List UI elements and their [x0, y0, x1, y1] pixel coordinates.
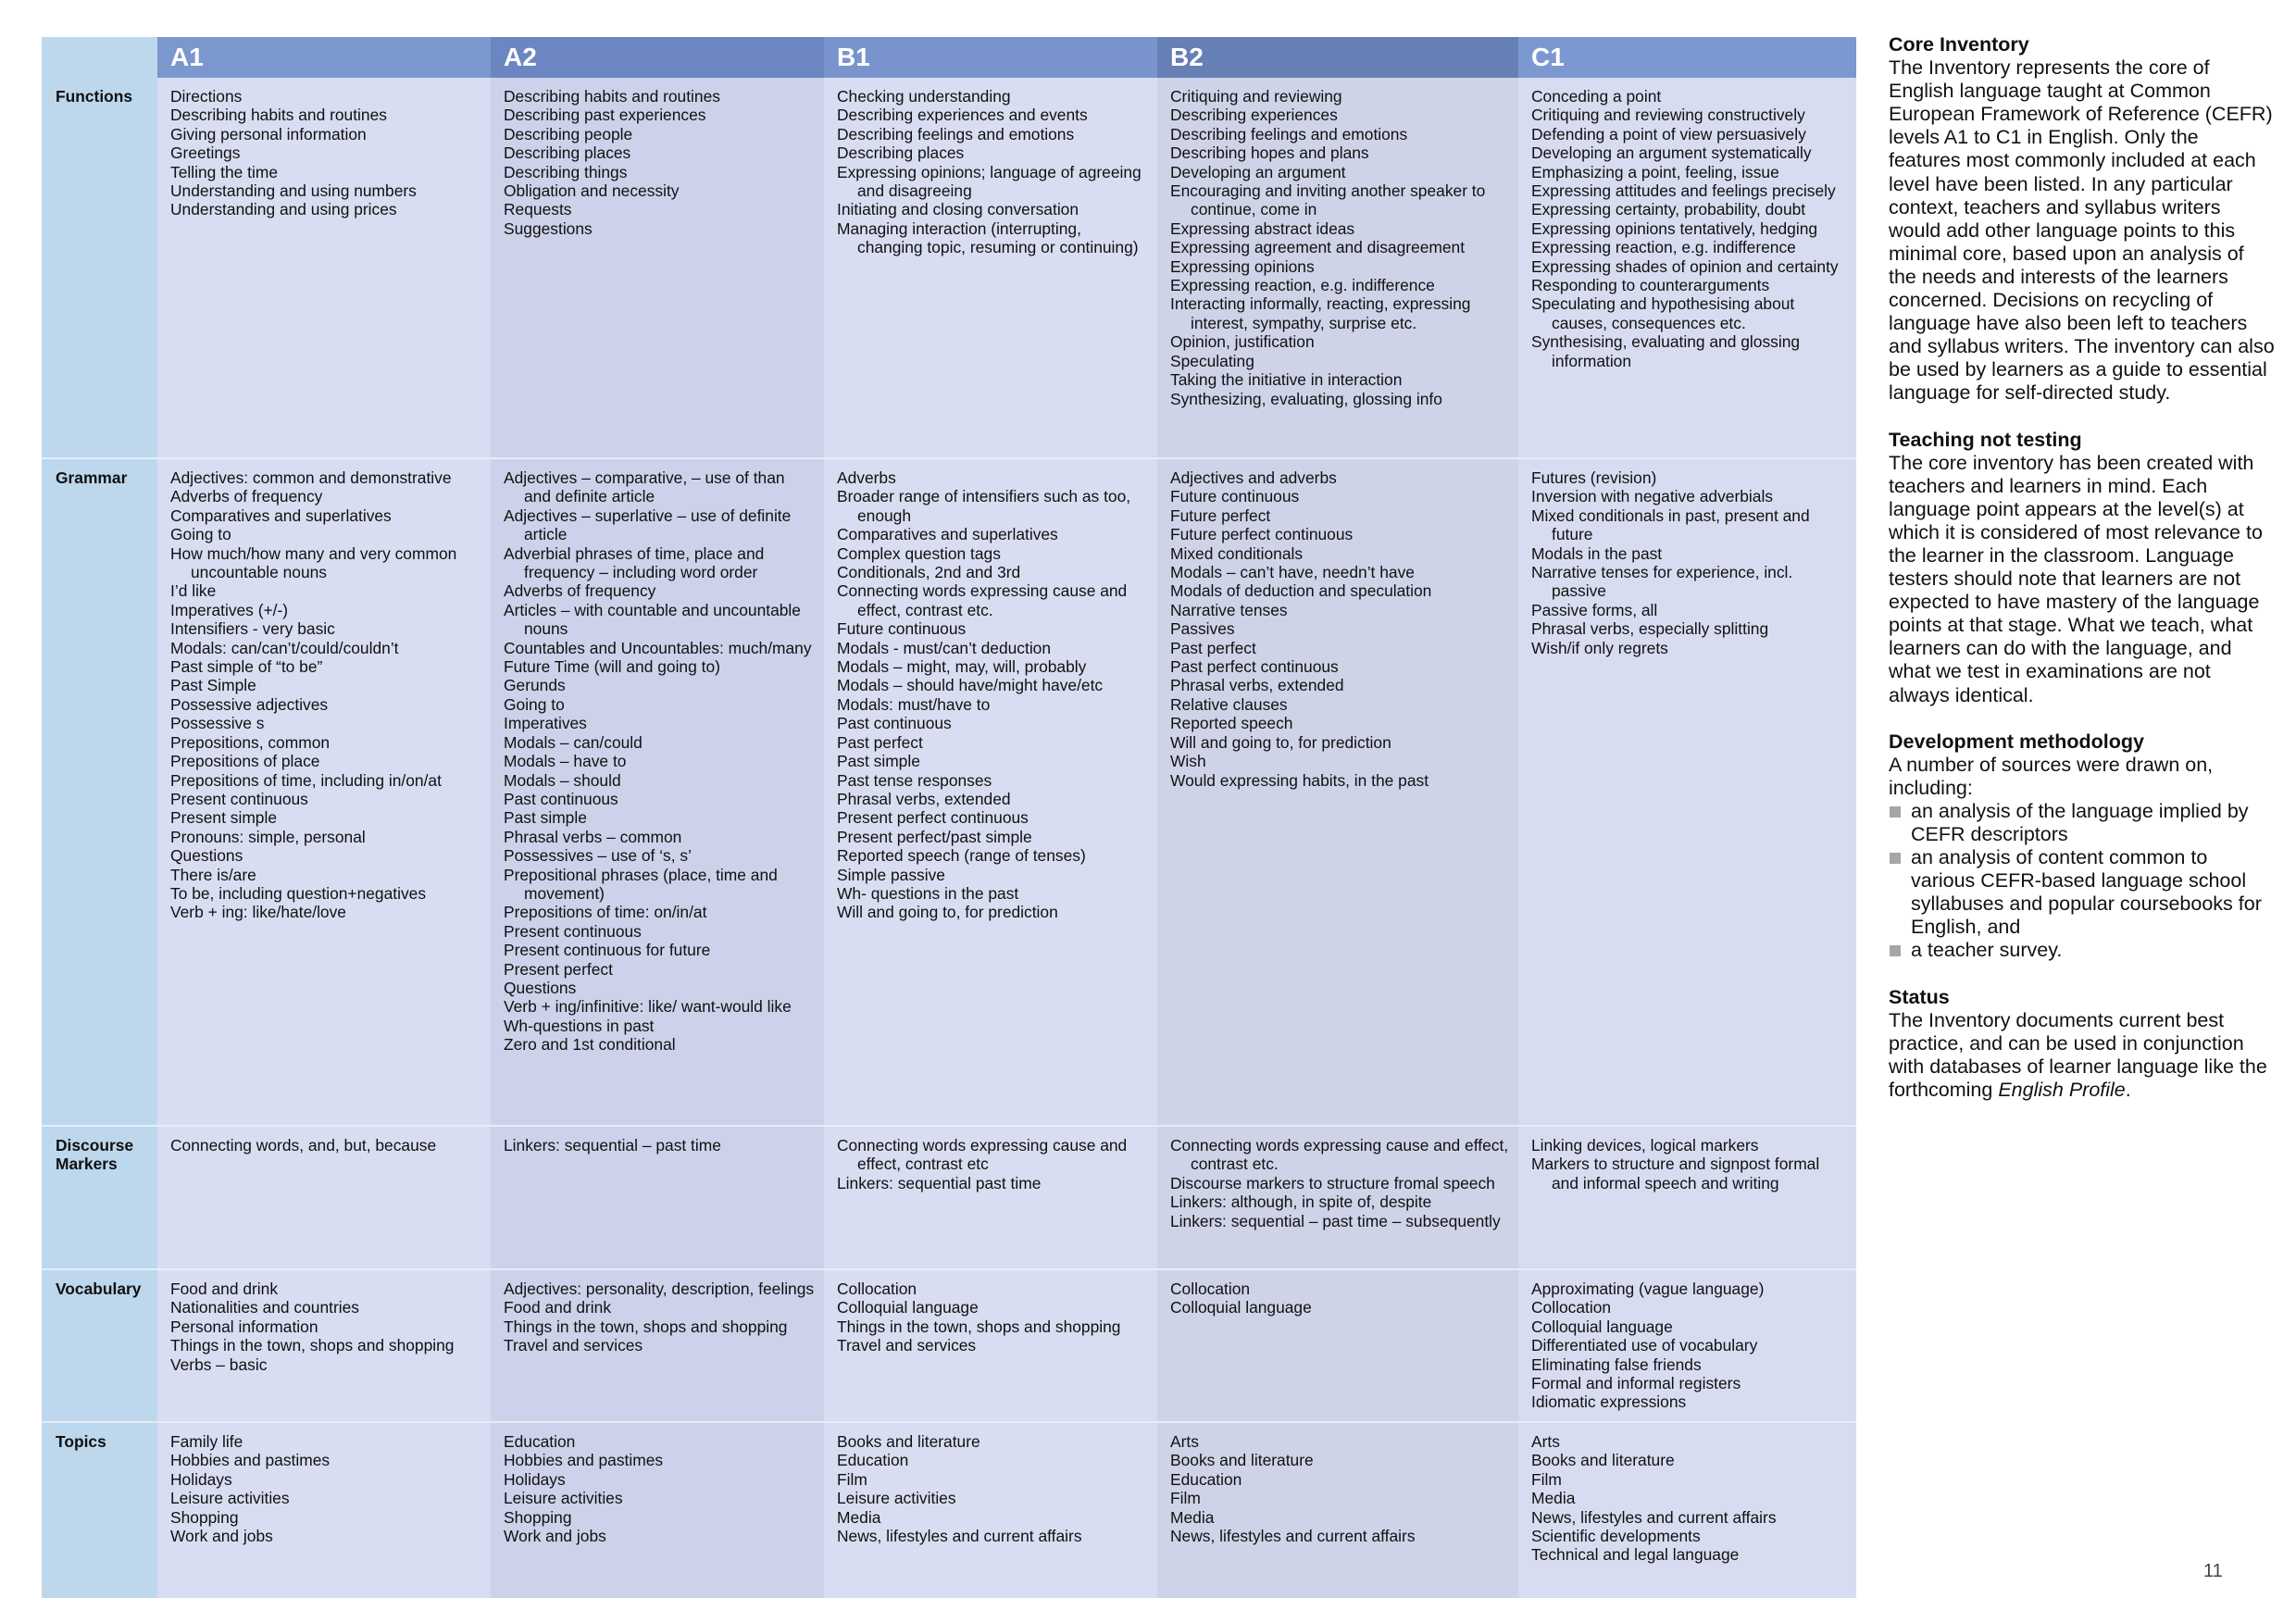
list-item: Passives — [1170, 619, 1235, 639]
list-item: Giving personal information — [170, 124, 367, 144]
list-item: Possessives – use of ‘s, s’ — [504, 846, 692, 866]
cell-grammar-b2 — [1157, 457, 1518, 1125]
text-status: The Inventory documents current best practice, and can be used in conjunction with databases of learner language like the forthcoming English Profile. — [1889, 1008, 2267, 1101]
list-item: Describing past experiences — [504, 106, 706, 125]
list-item: Present simple — [170, 808, 278, 828]
list-item: Expressing reaction, e.g. indifference — [1170, 276, 1435, 295]
list-item: Things in the town, shops and shopping — [170, 1336, 455, 1355]
list-item: Prepositions of place — [170, 752, 320, 771]
list-item: Film — [1170, 1489, 1201, 1508]
list-item: Countables and Uncountables: much/many — [504, 638, 812, 657]
list-item: Work and jobs — [170, 1527, 273, 1546]
list-item: Mixed conditionals in past, present and future — [1531, 506, 1810, 544]
list-item: Conceding a point — [1531, 87, 1662, 106]
list-item: Passive forms, all — [1531, 600, 1658, 619]
list-item: Phrasal verbs, extended — [837, 789, 1011, 808]
cell-functions-b2 — [1157, 78, 1518, 457]
page-number: 11 — [2203, 1561, 2223, 1581]
list-item: Intensifiers - very basic — [170, 619, 335, 639]
list-item: Adjectives: common and demonstrative — [170, 468, 452, 487]
cell-grammar-c1 — [1518, 457, 1856, 1125]
list-item: There is/are — [170, 865, 256, 884]
cell-discourse-b1 — [824, 1125, 1157, 1268]
list-item: Going to — [504, 694, 565, 714]
list-item: Expressing reaction, e.g. indifference — [1531, 238, 1796, 257]
list-item: Expressing attitudes and feelings precisely — [1531, 181, 1836, 201]
list-item: Emphasizing a point, feeling, issue — [1531, 162, 1779, 181]
list-item: Wh-questions in past — [504, 1016, 655, 1035]
list-item: Holidays — [170, 1469, 232, 1489]
row-label-grammar: Grammar — [42, 457, 157, 1125]
list-item: Directions — [170, 87, 243, 106]
list-item: Describing things — [504, 162, 628, 181]
list-item: Film — [837, 1469, 867, 1489]
list-item: Expressing certainty, probability, doubt — [1531, 200, 1806, 219]
list-item: Wish/if only regrets — [1531, 638, 1668, 657]
list-item: Past perfect — [1170, 638, 1256, 657]
list-item: Understanding and using numbers — [170, 181, 417, 201]
cell-discourse-b2 — [1157, 1125, 1518, 1268]
section-development-methodology — [1889, 730, 2276, 963]
list-item: Describing experiences and events — [837, 106, 1088, 125]
list-item: Describing feelings and emotions — [1170, 124, 1408, 144]
list-item: Expressing abstract ideas — [1170, 218, 1355, 238]
list-item: Developing an argument — [1170, 162, 1346, 181]
list-item: Expressing opinions tentatively, hedging — [1531, 218, 1818, 238]
list-item: Food and drink — [170, 1280, 279, 1298]
list-item: Education — [504, 1432, 576, 1451]
list-item: Will and going to, for prediction — [837, 903, 1058, 922]
list-item: Media — [1531, 1489, 1576, 1508]
list-item: Personal information — [170, 1317, 318, 1336]
list-item: Prepositions of time: on/in/at — [504, 903, 707, 922]
cell-grammar-a1 — [157, 457, 491, 1125]
list-item: Future continuous — [837, 619, 967, 639]
list-item: Describing places — [837, 144, 965, 163]
list-item: Books and literature — [1170, 1451, 1314, 1470]
list-item: I’d like — [170, 581, 217, 601]
list-item: Wish — [1170, 752, 1206, 771]
list-item: Pronouns: simple, personal — [170, 827, 366, 846]
list-item: Possessive adjectives — [170, 694, 329, 714]
text-teaching-not-testing: The core inventory has been created with teachers and learners in mind. Each language point appears at the level(s) at which it is considered of most relevance to the learner in the classroom. Language testers should note that learners are not expected to have mastery of the language points at that stage. What we teach, what learners can do with the language, and what we test in examinations are not always identical. — [1889, 451, 2263, 706]
cell-topics-a1 — [157, 1421, 491, 1598]
list-item: Adverbial phrases of time, place and frequency – including word order — [504, 543, 765, 582]
core-inventory-table — [42, 37, 1856, 1598]
text-core-inventory: The Inventory represents the core of English language taught at Common European Framework of Reference (CEFR) levels A1 to C1 in English. Only the features most commonly included at each level have been listed. In any particular context, teachers and syllabus writers would add other language points to this minimal core, based upon an analysis of the needs and interests of the learners concerned. Decisions on recycling of language have also been left to teachers and syllabus writers. The inventory can also be used by learners as a guide to essential language for self-directed study. — [1889, 56, 2275, 405]
cell-discourse-a1 — [157, 1125, 491, 1268]
list-item: Colloquial language — [837, 1298, 979, 1317]
row-label-discourse-markers: Discourse Markers — [42, 1125, 157, 1268]
heading-core-inventory: Core Inventory — [1889, 33, 2029, 56]
list-item: Shopping — [170, 1507, 239, 1527]
list-item: Colloquial language — [1531, 1317, 1673, 1336]
list-item: Past simple of “to be” — [170, 657, 323, 677]
list-item: Comparatives and superlatives — [170, 506, 392, 525]
list-item: Possessive s — [170, 714, 265, 733]
list-item: Markers to structure and signpost formal and informal speech and writing — [1531, 1155, 1820, 1192]
row-label-topics: Topics — [42, 1421, 157, 1598]
list-item: Linkers: sequential – past time — [504, 1136, 721, 1155]
list-item: Family life — [170, 1432, 243, 1451]
list-item: Responding to counterarguments — [1531, 276, 1770, 295]
section-status — [1889, 986, 2276, 1102]
list-item: Reported speech (range of tenses) — [837, 846, 1086, 866]
square-bullet-icon — [1890, 853, 1901, 864]
list-item: Modals - must/can’t deduction — [837, 638, 1052, 657]
list-item: Adverbs of frequency — [170, 487, 323, 506]
list-item: Film — [1531, 1469, 1562, 1489]
list-item: Linkers: although, in spite of, despite — [1170, 1192, 1432, 1212]
list-item: Describing people — [504, 124, 633, 144]
list-item: Phrasal verbs, especially splitting — [1531, 619, 1769, 639]
list-item: Modals in the past — [1531, 543, 1663, 563]
level-header-a1: A1 — [157, 37, 491, 78]
cell-vocabulary-a2 — [491, 1268, 824, 1421]
list-item: Reported speech — [1170, 714, 1293, 733]
list-item: Linkers: sequential – past time – subsequently — [1170, 1211, 1501, 1230]
sidebar-notes — [1889, 33, 2276, 1125]
list-item: Past Simple — [170, 676, 256, 695]
list-item: Collocation — [837, 1280, 917, 1298]
list-item: Adjectives: personality, description, feelings — [504, 1280, 815, 1298]
list-item: News, lifestyles and current affairs — [1170, 1527, 1416, 1546]
list-item: Present continuous — [504, 921, 642, 941]
list-item: Describing hopes and plans — [1170, 144, 1369, 163]
list-item: Travel and services — [837, 1336, 977, 1355]
list-item: Differentiated use of vocabulary — [1531, 1336, 1758, 1355]
list-item: Interacting informally, reacting, expressing interest, sympathy, surprise etc. — [1170, 294, 1471, 332]
list-item: Opinion, justification — [1170, 332, 1315, 352]
list-item: Leisure activities — [504, 1489, 623, 1508]
list-item: Future perfect continuous — [1170, 525, 1354, 544]
list-item: Developing an argument systematically — [1531, 144, 1812, 163]
list-item: Leisure activities — [170, 1489, 290, 1508]
list-item: Collocation — [1170, 1280, 1251, 1298]
cell-discourse-a2 — [491, 1125, 824, 1268]
list-item: News, lifestyles and current affairs — [837, 1527, 1082, 1546]
list-item: Inversion with negative adverbials — [1531, 487, 1774, 506]
methodology-list — [1889, 800, 2276, 963]
list-item: Present continuous for future — [504, 941, 711, 960]
list-item: Simple passive — [837, 865, 945, 884]
list-item: Describing habits and routines — [504, 87, 720, 106]
list-item: Phrasal verbs – common — [504, 827, 682, 846]
list-item: Imperatives — [504, 714, 587, 733]
list-item: Holidays — [504, 1469, 566, 1489]
list-item: Modals of deduction and speculation — [1170, 581, 1432, 601]
list-item: Things in the town, shops and shopping — [837, 1317, 1121, 1336]
level-header-a2: A2 — [491, 37, 824, 78]
list-item: Hobbies and pastimes — [504, 1451, 664, 1470]
list-item: Expressing opinions — [1170, 256, 1315, 276]
list-item: To be, including question+negatives — [170, 883, 427, 903]
list-item: How much/how many and very common uncountable nouns — [170, 543, 457, 582]
list-item: Connecting words expressing cause and effect, contrast etc. — [1170, 1136, 1509, 1174]
list-item: Gerunds — [504, 676, 566, 695]
list-item: Nationalities and countries — [170, 1298, 359, 1317]
list-item: Adjectives – comparative, – use of than and definite article — [504, 468, 785, 506]
list-item: Questions — [504, 978, 577, 997]
heading-development-methodology: Development methodology — [1889, 730, 2144, 753]
level-header-c1: C1 — [1518, 37, 1856, 78]
list-item: Expressing opinions; language of agreeing and disagreeing — [837, 162, 1142, 201]
list-item: Past continuous — [504, 789, 618, 808]
list-item: Scientific developments — [1531, 1527, 1701, 1546]
list-item: Past simple — [837, 752, 920, 771]
list-item: Describing feelings and emotions — [837, 124, 1075, 144]
cell-vocabulary-b2 — [1157, 1268, 1518, 1421]
list-item: Wh- questions in the past — [837, 883, 1019, 903]
list-item: Collocation — [1531, 1298, 1612, 1317]
list-item: Modals – might, may, will, probably — [837, 657, 1087, 677]
list-item: Critiquing and reviewing — [1170, 87, 1342, 106]
list-item: Work and jobs — [504, 1527, 606, 1546]
cell-topics-c1 — [1518, 1421, 1856, 1598]
list-item: Relative clauses — [1170, 694, 1288, 714]
list-item: Education — [837, 1451, 909, 1470]
list-item: Speculating and hypothesising about causes, consequences etc. — [1531, 294, 1795, 332]
row-label-vocabulary: Vocabulary — [42, 1268, 157, 1421]
cell-functions-c1 — [1518, 78, 1856, 457]
list-item: Conditionals, 2nd and 3rd — [837, 563, 1021, 582]
list-item: Modals – should have/might have/etc — [837, 676, 1104, 695]
list-item: Greetings — [170, 144, 241, 163]
list-item: Past tense responses — [837, 770, 992, 790]
cell-grammar-a2 — [491, 457, 824, 1125]
list-item: Past continuous — [837, 714, 952, 733]
list-item: Future perfect — [1170, 506, 1271, 525]
list-item: Connecting words expressing cause and effect, contrast etc — [837, 1136, 1128, 1174]
list-item: Zero and 1st conditional — [504, 1035, 676, 1055]
list-item: Present continuous — [170, 789, 308, 808]
list-item: Complex question tags — [837, 543, 1001, 563]
list-item: Things in the town, shops and shopping — [504, 1317, 788, 1336]
list-item: Linking devices, logical markers — [1531, 1136, 1759, 1155]
cell-discourse-c1 — [1518, 1125, 1856, 1268]
list-item: Prepositions of time, including in/on/at — [170, 770, 442, 790]
list-item: Articles – with countable and uncountable nouns — [504, 600, 801, 639]
list-item: Idiomatic expressions — [1531, 1392, 1687, 1412]
list-item: an analysis of the language implied by CEFR descriptors — [1889, 800, 2276, 846]
list-item: Imperatives (+/-) — [170, 600, 289, 619]
square-bullet-icon — [1890, 806, 1901, 818]
cell-grammar-b1 — [824, 457, 1157, 1125]
list-item: Past simple — [504, 808, 587, 828]
list-item: Linkers: sequential past time — [837, 1173, 1042, 1192]
english-profile-title: English Profile — [1998, 1078, 2126, 1101]
list-item: Going to — [170, 525, 231, 544]
list-item: Past perfect continuous — [1170, 657, 1339, 677]
list-item: Food and drink — [504, 1298, 612, 1317]
cell-topics-b2 — [1157, 1421, 1518, 1598]
cell-functions-b1 — [824, 78, 1157, 457]
list-item: Synthesising, evaluating and glossing information — [1531, 332, 1801, 370]
list-item: Modals: can/can’t/could/couldn’t — [170, 638, 399, 657]
list-item: Discourse markers to structure fromal speech — [1170, 1173, 1495, 1192]
list-item: Expressing agreement and disagreement — [1170, 238, 1466, 257]
list-item: Arts — [1170, 1432, 1199, 1451]
list-item: Present perfect continuous — [837, 808, 1029, 828]
list-item: Modals: must/have to — [837, 694, 991, 714]
list-item: Connecting words, and, but, because — [170, 1136, 437, 1155]
list-item: an analysis of content common to various CEFR-based language school syllabuses and popular coursebooks for English, and — [1889, 846, 2276, 939]
cell-topics-b1 — [824, 1421, 1157, 1598]
list-item: Describing places — [504, 144, 631, 163]
level-header-b1: B1 — [824, 37, 1157, 78]
list-item: Would expressing habits, in the past — [1170, 770, 1429, 790]
list-item: Adverbs of frequency — [504, 581, 656, 601]
list-item: Leisure activities — [837, 1489, 956, 1508]
list-item: Books and literature — [837, 1432, 980, 1451]
list-item: Media — [837, 1507, 881, 1527]
list-item: Comparatives and superlatives — [837, 525, 1058, 544]
list-item: Obligation and necessity — [504, 181, 680, 201]
section-core-inventory — [1889, 33, 2276, 406]
list-item: Formal and informal registers — [1531, 1374, 1741, 1393]
list-item: Eliminating false friends — [1531, 1355, 1702, 1374]
list-item: Phrasal verbs, extended — [1170, 676, 1344, 695]
list-item: Technical and legal language — [1531, 1545, 1740, 1565]
square-bullet-icon — [1890, 945, 1901, 956]
list-item: Future continuous — [1170, 487, 1300, 506]
list-item: Broader range of intensifiers such as too, enough — [837, 487, 1131, 525]
list-item: Books and literature — [1531, 1451, 1675, 1470]
text-development-intro: A number of sources were drawn on, including: — [1889, 753, 2214, 799]
list-item: Encouraging and inviting another speaker to continue, come in — [1170, 181, 1486, 219]
list-item: Present perfect — [504, 959, 613, 979]
list-item: Verb + ing: like/hate/love — [170, 903, 346, 922]
list-item: Expressing shades of opinion and certainty — [1531, 256, 1839, 276]
list-item: Adjectives – superlative – use of definite article — [504, 506, 792, 544]
cell-vocabulary-c1 — [1518, 1268, 1856, 1421]
list-item: Modals – can’t have, needn’t have — [1170, 563, 1415, 582]
list-item: Futures (revision) — [1531, 468, 1657, 487]
list-item: Past perfect — [837, 732, 923, 752]
list-item: Managing interaction (interrupting, changing topic, resuming or continuing) — [837, 218, 1139, 257]
list-item: Travel and services — [504, 1336, 643, 1355]
list-item: Present perfect/past simple — [837, 827, 1032, 846]
list-item: Adverbs — [837, 468, 896, 487]
cell-vocabulary-b1 — [824, 1268, 1157, 1421]
list-item: Requests — [504, 200, 572, 219]
list-item: Prepositional phrases (place, time and movement) — [504, 865, 778, 903]
list-item: Telling the time — [170, 162, 278, 181]
list-item: Future Time (will and going to) — [504, 657, 720, 677]
section-teaching-not-testing — [1889, 429, 2276, 707]
list-item: Modals – have to — [504, 752, 627, 771]
list-item: Understanding and using prices — [170, 200, 397, 219]
table-corner — [42, 37, 157, 78]
list-item: Verb + ing/infinitive: like/ want-would like — [504, 997, 792, 1017]
list-item: Education — [1170, 1469, 1242, 1489]
list-item: a teacher survey. — [1889, 939, 2276, 962]
list-item: Verbs – basic — [170, 1355, 268, 1374]
list-item: Hobbies and pastimes — [170, 1451, 331, 1470]
list-item: Prepositions, common — [170, 732, 331, 752]
list-item: Will and going to, for prediction — [1170, 732, 1391, 752]
list-item: Synthesizing, evaluating, glossing info — [1170, 389, 1442, 408]
heading-teaching-not-testing: Teaching not testing — [1889, 428, 2082, 451]
list-item: Modals – can/could — [504, 732, 643, 752]
list-item: News, lifestyles and current affairs — [1531, 1507, 1777, 1527]
list-item: Modals – should — [504, 770, 621, 790]
list-item: Adjectives and adverbs — [1170, 468, 1337, 487]
list-item: Shopping — [504, 1507, 572, 1527]
list-item: Checking understanding — [837, 87, 1011, 106]
list-item: Questions — [170, 846, 243, 866]
list-item: Narrative tenses for experience, incl. passive — [1531, 563, 1793, 601]
list-item: Describing habits and routines — [170, 106, 387, 125]
cell-functions-a2 — [491, 78, 824, 457]
list-item: Speculating — [1170, 351, 1254, 370]
list-item: Critiquing and reviewing constructively — [1531, 106, 1805, 125]
list-item: Describing experiences — [1170, 106, 1338, 125]
cell-vocabulary-a1 — [157, 1268, 491, 1421]
list-item: Arts — [1531, 1432, 1560, 1451]
list-item: Defending a point of view persuasively — [1531, 124, 1806, 144]
list-item: Media — [1170, 1507, 1215, 1527]
list-item: Taking the initiative in interaction — [1170, 370, 1403, 390]
list-item: Suggestions — [504, 218, 593, 238]
cell-functions-a1 — [157, 78, 491, 457]
list-item: Mixed conditionals — [1170, 543, 1304, 563]
row-label-functions: Functions — [42, 78, 157, 457]
cell-topics-a2 — [491, 1421, 824, 1598]
list-item: Connecting words expressing cause and effect, contrast etc. — [837, 581, 1128, 619]
list-item: Narrative tenses — [1170, 600, 1288, 619]
list-item: Approximating (vague language) — [1531, 1280, 1765, 1298]
heading-status: Status — [1889, 985, 1950, 1008]
list-item: Initiating and closing conversation — [837, 200, 1079, 219]
list-item: Colloquial language — [1170, 1298, 1312, 1317]
level-header-b2: B2 — [1157, 37, 1518, 78]
